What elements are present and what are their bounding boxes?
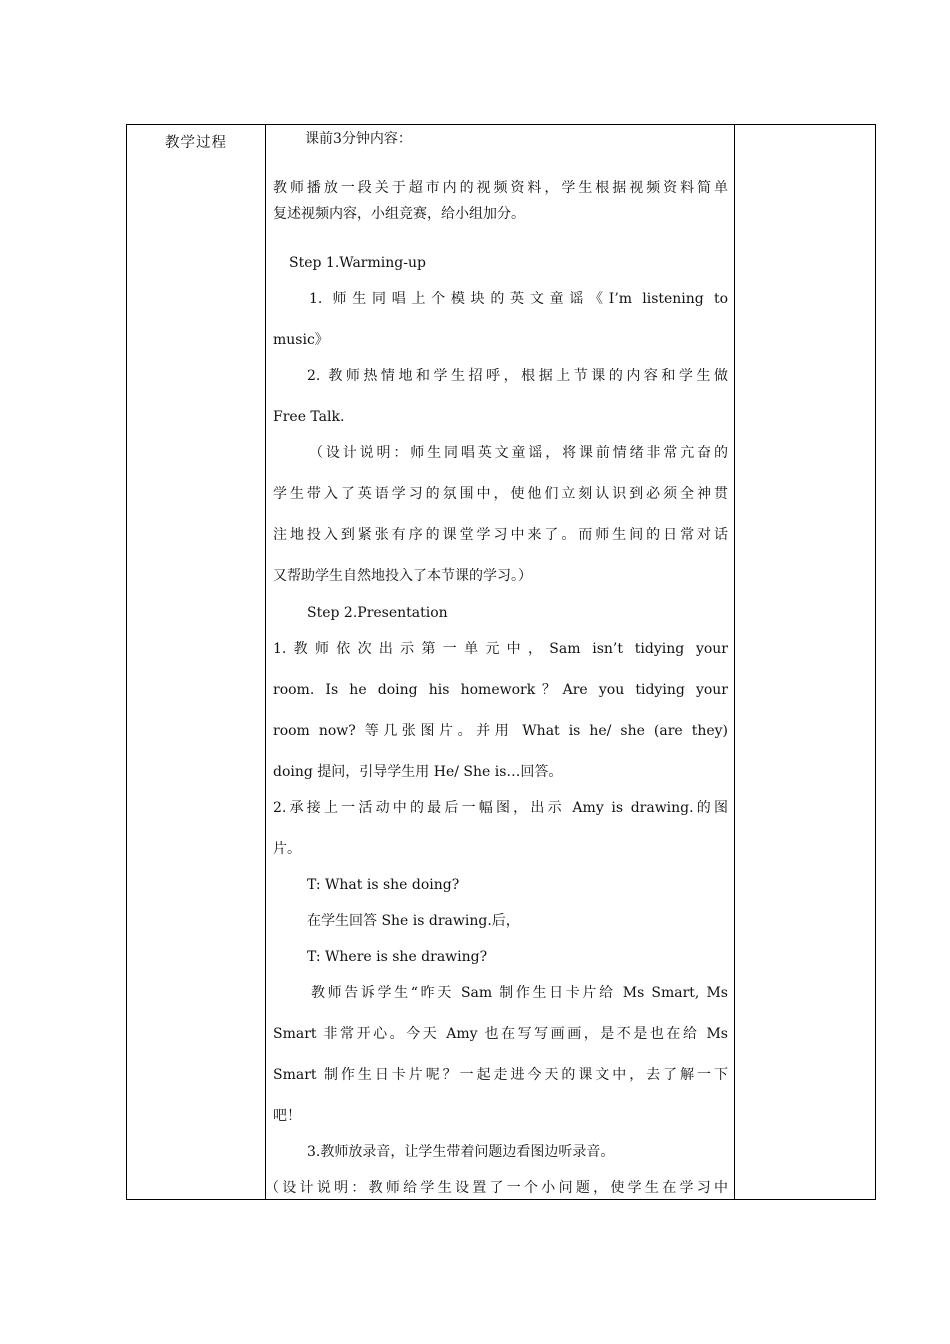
text-line: 学生带入了英语学习的氛围中，使他们立刻认识到必须全神贯	[273, 486, 728, 502]
text-line: doing 提问，引导学生用 He/ She is…回答。	[273, 764, 563, 780]
text-line: Step 1.Warming-up	[289, 255, 426, 271]
text-line: 吧！	[273, 1108, 301, 1124]
text-line: 3.教师放录音，让学生带着问题边看图边听录音。	[307, 1144, 615, 1160]
text-line: 2. 教师热情地和学生招呼，根据上节课的内容和学生做	[307, 368, 728, 384]
text-line: T: What is she doing?	[307, 877, 460, 893]
text-line: Step 2.Presentation	[307, 605, 448, 621]
text-line: 注地投入到紧张有序的课堂学习中来了。而师生间的日常对话	[273, 527, 728, 543]
lesson-table	[126, 124, 876, 1200]
text-line: 片。	[273, 841, 301, 857]
text-line: room now? 等几张图片。并用 What is he/ she (are they)	[273, 723, 728, 739]
text-line: 又帮助学生自然地投入了本节课的学习。）	[273, 568, 532, 584]
text-line: 2.承接上一活动中的最后一幅图，出示 Amy is drawing.的图	[273, 800, 728, 816]
text-line: 在学生回答 She is drawing.后，	[307, 913, 520, 929]
text-line: 课前3分钟内容：	[305, 131, 412, 147]
column-divider	[734, 125, 735, 1199]
text-line: Smart 非常开心。今天 Amy 也在写写画画，是不是也在给 Ms	[273, 1026, 728, 1042]
text-line: 1.教师依次出示第一单元中，Sam isn’t tidying your	[273, 641, 728, 657]
text-line: 1. 师生同唱上个模块的英文童谣《I’m listening to	[309, 291, 728, 307]
text-line: 教师告诉学生“昨天 Sam 制作生日卡片给 Ms Smart, Ms	[311, 985, 728, 1001]
text-line: Free Talk.	[273, 409, 345, 425]
text-line: music》	[273, 332, 329, 348]
text-line: （设计说明：师生同唱英文童谣，将课前情绪非常亢奋的	[309, 445, 728, 461]
text-line: room. Is he doing his homework？Are you tidying your	[273, 682, 728, 698]
text-line: T: Where is she drawing?	[307, 949, 488, 965]
text-line: Smart 制作生日卡片呢？一起走进今天的课文中，去了解一下	[273, 1067, 728, 1083]
text-line: 复述视频内容，小组竞赛，给小组加分。	[273, 206, 525, 222]
text-line: 教师播放一段关于超市内的视频资料，学生根据视频资料简单	[273, 180, 728, 196]
row-label: 教学过程	[165, 135, 227, 151]
text-line: （设计说明：教师给学生设置了一个小问题，使学生在学习中	[265, 1180, 728, 1196]
column-divider	[265, 125, 266, 1199]
